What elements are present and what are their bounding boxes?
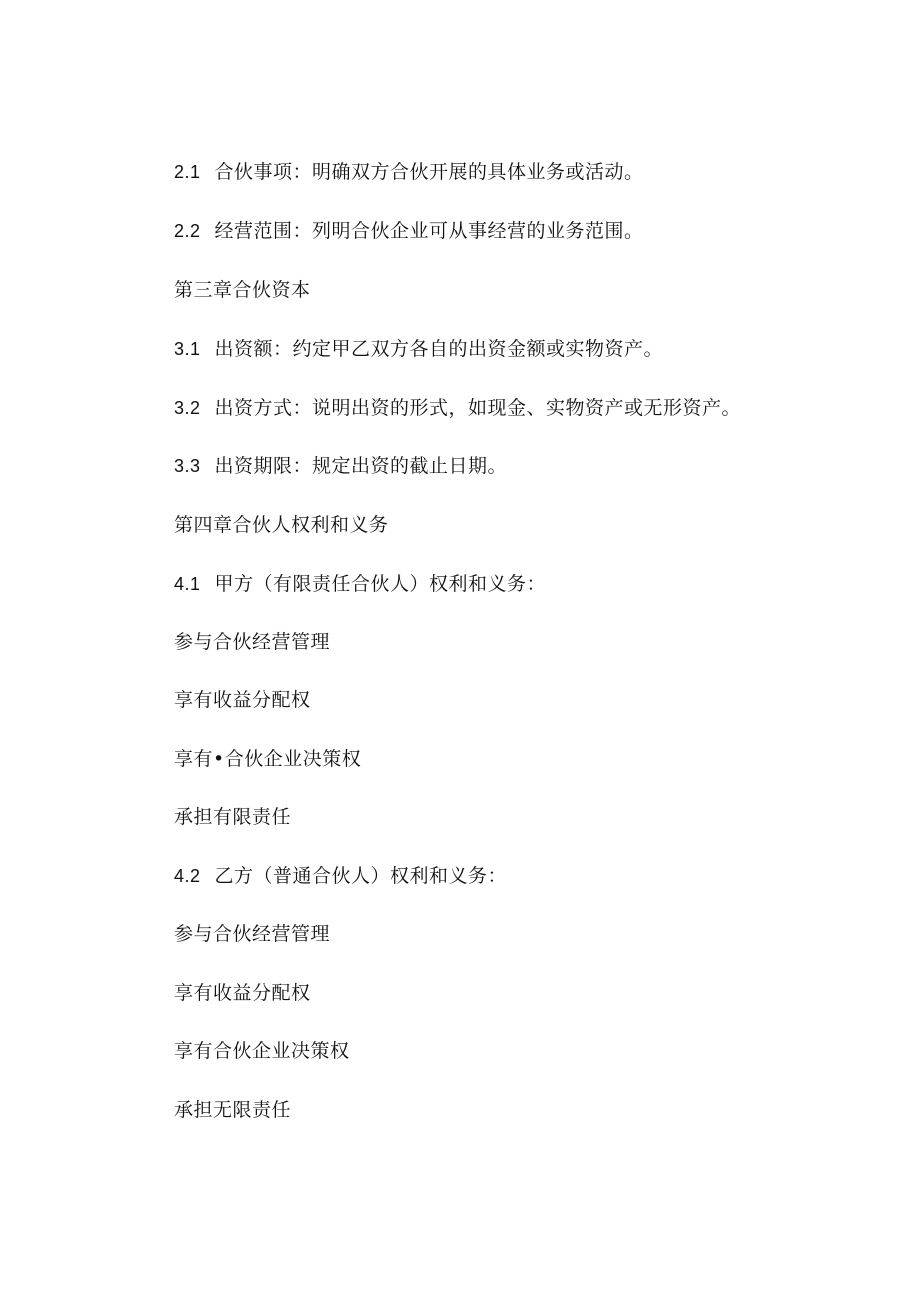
list-item: [174, 805, 291, 829]
clause-number: 3.3: [174, 456, 201, 476]
list-item-text: 享有•合伙企业决策权: [174, 748, 362, 770]
chapter-title: 第四章合伙人权利和义务: [174, 514, 389, 536]
clause-number: 2.1: [174, 162, 201, 182]
clause-number: 4.2: [174, 866, 201, 886]
list-item: [174, 1039, 350, 1063]
list-item: [174, 630, 330, 654]
chapter-3-heading: [174, 278, 311, 302]
clause-number: 2.2: [174, 221, 201, 241]
clause-text: 甲方（有限责任合伙人）权利和义务：: [214, 573, 547, 595]
clause-2-1: [174, 160, 644, 184]
list-item-text: 享有合伙企业决策权: [174, 1040, 350, 1062]
clause-number: 3.1: [174, 339, 201, 359]
clause-text: 经营范围：列明合伙企业可从事经营的业务范围。: [214, 220, 644, 242]
list-item: [174, 688, 311, 712]
clause-text: 乙方（普通合伙人）权利和义务：: [214, 865, 508, 887]
clause-4-2: [174, 864, 507, 888]
clause-3-2: [174, 396, 741, 420]
clause-text: 出资额：约定甲乙双方各自的出资金额或实物资产。: [214, 338, 664, 360]
list-item: [174, 1098, 291, 1122]
clause-text: 出资方式：说明出资的形式，如现金、实物资产或无形资产。: [214, 397, 742, 419]
clause-3-3: [174, 454, 507, 478]
list-item-text: 承担无限责任: [174, 1099, 292, 1121]
list-item-text: 承担有限责任: [174, 806, 292, 828]
clause-number: 3.2: [174, 398, 201, 418]
list-item: [174, 747, 361, 771]
list-item-text: 享有收益分配权: [174, 689, 311, 711]
chapter-title: 第三章合伙资本: [174, 279, 311, 301]
list-item: [174, 981, 311, 1005]
clause-3-1: [174, 337, 663, 361]
clause-4-1: [174, 572, 546, 596]
clause-2-2: [174, 219, 644, 243]
clause-number: 4.1: [174, 574, 201, 594]
chapter-4-heading: [174, 513, 389, 537]
clause-text: 出资期限：规定出资的截止日期。: [214, 455, 508, 477]
list-item-text: 参与合伙经营管理: [174, 631, 331, 653]
list-item-text: 参与合伙经营管理: [174, 923, 331, 945]
list-item: [174, 922, 330, 946]
clause-text: 合伙事项：明确双方合伙开展的具体业务或活动。: [214, 161, 644, 183]
list-item-text: 享有收益分配权: [174, 982, 311, 1004]
